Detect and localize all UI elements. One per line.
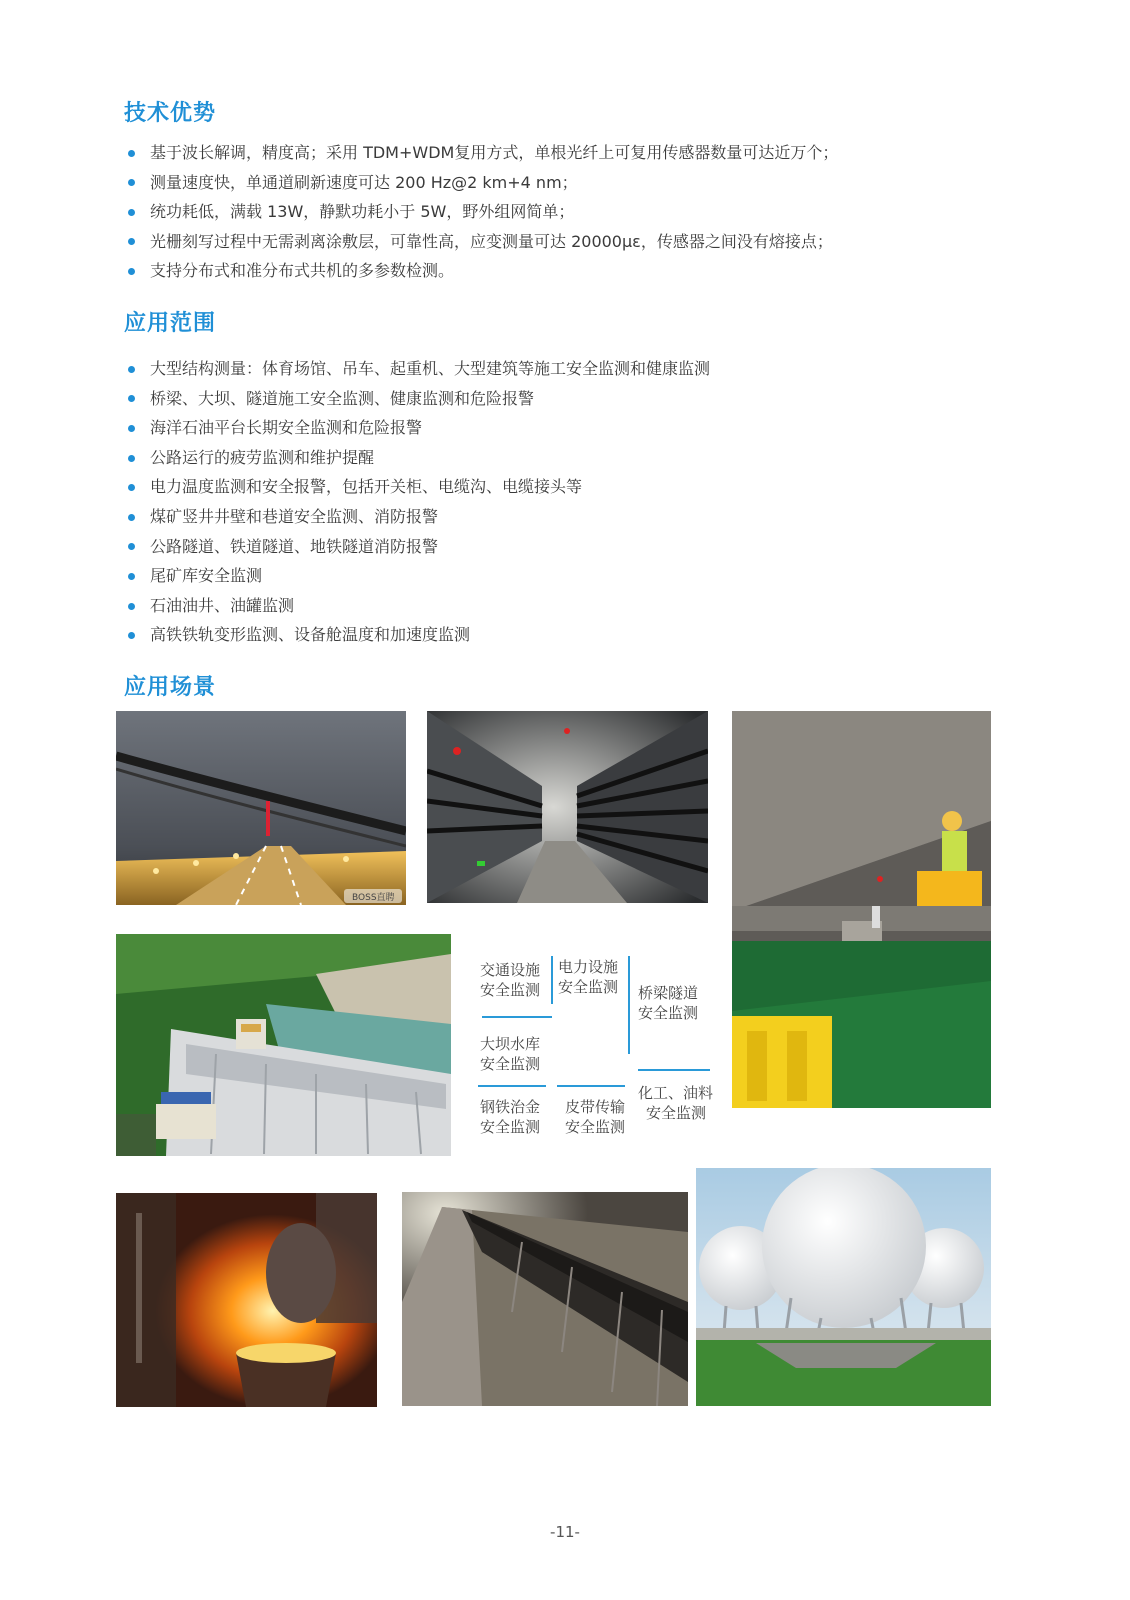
list-item: 测量速度快，单通道刷新速度可达 200 Hz@2 km+4 nm； [128,168,838,198]
bullet-icon [128,514,135,521]
bullet-icon [128,268,135,275]
photo-dam [116,934,451,1156]
bullet-icon [128,632,135,639]
label-steel: 钢铁治金 安全监测 [480,1098,541,1136]
bullet-icon [128,395,135,402]
bullet-icon [128,209,135,216]
photo-spherical-tanks [696,1168,991,1406]
list-item: 大型结构测量：体育场馆、吊车、起重机、大型建筑等施工安全监测和健康监测 [128,354,710,384]
bullet-icon [128,150,135,157]
list-item: 基于波长解调，精度高；采用 TDM+WDM复用方式，单根光纤上可复用传感器数量可达近万个； [128,138,838,168]
label-chemical: 化工、油料 安全监测 [638,1084,714,1122]
bullet-icon [128,425,135,432]
list-item: 桥梁、大坝、隧道施工安全监测、健康监测和危险报警 [128,384,710,414]
list-item: 公路运行的疲劳监测和维护提醒 [128,443,710,473]
range-list [128,354,710,650]
divider-vertical [551,956,553,1004]
photo-bridge-monitoring [732,711,991,1108]
label-bridge-tunnel: 桥梁隧道 安全监测 [638,984,699,1022]
section-title-range: 应用范围 [124,311,217,336]
photo-road-tunnel [116,711,406,905]
divider-horizontal [482,1016,552,1018]
bullet-icon [128,603,135,610]
list-item: 煤矿竖井井壁和巷道安全监测、消防报警 [128,502,710,532]
bullet-icon [128,484,135,491]
bullet-icon [128,543,135,550]
page-number: -11- [550,1523,580,1541]
divider-horizontal [478,1085,546,1087]
bullet-icon [128,455,135,462]
bullet-icon [128,238,135,245]
divider-horizontal [638,1069,710,1071]
list-item: 高铁铁轨变形监测、设备舱温度和加速度监测 [128,620,710,650]
photo-cable-tunnel [427,711,708,903]
bullet-icon [128,573,135,580]
bullet-icon [128,366,135,373]
bullet-icon [128,179,135,186]
label-dam: 大坝水库 安全监测 [480,1035,541,1073]
label-belt: 皮带传输 安全监测 [565,1098,626,1136]
list-item: 电力温度监测和安全报警，包括开关柜、电缆沟、电缆接头等 [128,472,710,502]
section-title-scenes: 应用场景 [124,675,217,700]
photo-steel-smelting [116,1193,377,1407]
list-item: 统功耗低，满载 13W，静默功耗小于 5W，野外组网简单； [128,197,838,227]
list-item: 光栅刻写过程中无需剥离涂敷层，可靠性高，应变测量可达 20000με，传感器之间没有熔接点； [128,227,838,257]
label-power: 电力设施 安全监测 [558,958,619,996]
list-item: 公路隧道、铁道隧道、地铁隧道消防报警 [128,532,710,562]
watermark-text: BOSS直聘 [352,893,395,903]
photo-belt-conveyor [402,1192,688,1406]
list-item: 海洋石油平台长期安全监测和危险报警 [128,413,710,443]
advantages-list [128,138,838,286]
divider-horizontal [557,1085,625,1087]
list-item: 支持分布式和准分布式共机的多参数检测。 [128,256,838,286]
list-item: 石油油井、油罐监测 [128,591,710,621]
list-item: 尾矿库安全监测 [128,561,710,591]
divider-vertical [628,956,630,1054]
section-title-advantages: 技术优势 [124,101,217,126]
label-traffic: 交通设施 安全监测 [480,961,541,999]
